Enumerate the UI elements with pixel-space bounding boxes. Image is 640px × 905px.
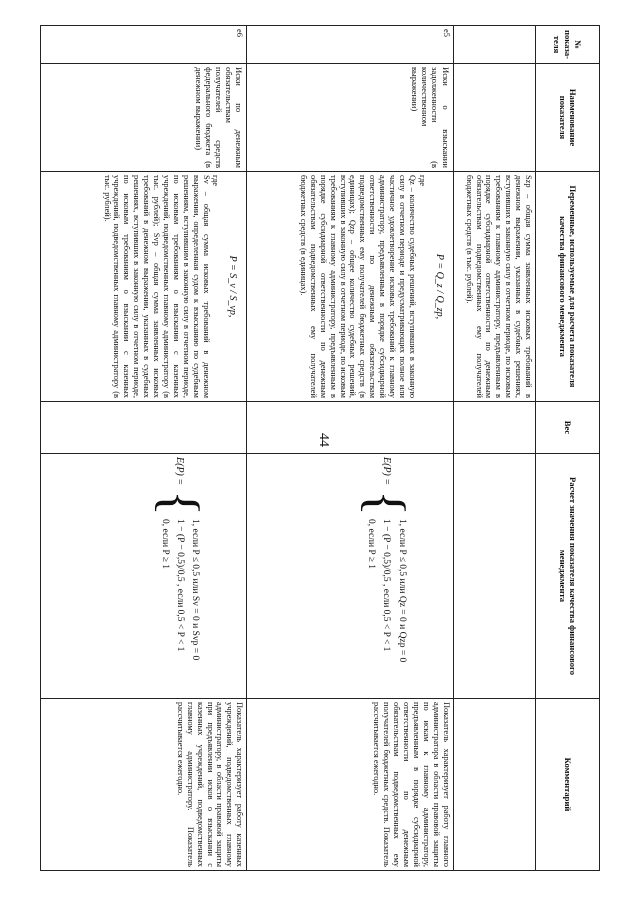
- calc-case: 0, если P ≥ 1: [366, 519, 377, 570]
- continued-vars: Szp – общая сумма заявленных исковых требований в денежном выражении, указанных в судебных решениях, вступивших в законную силу в отчетном периоде, по исковым требованиям к главному администратору, предъявленным в порядке субсидиарной ответственности по денежным обязательствам подведомственных ему получателей бюджетных средств (в тыс. рублей).: [453, 172, 536, 402]
- calc-case: 1, если P ≤ 0,5 или Sv = 0 и Svp = 0: [190, 519, 201, 661]
- row-number: e5: [247, 26, 453, 64]
- calc-case: 0, если P ≥ 1: [159, 519, 170, 570]
- row-formula: P = S_v / S_vp,: [227, 255, 239, 318]
- table-row: [41, 26, 247, 871]
- row-vars: [247, 172, 453, 402]
- calc-case: 1, если P ≤ 0,5 или Qz = 0 и Qzp = 0: [396, 519, 407, 663]
- header-comment: Комментарий: [536, 699, 600, 871]
- row-vars-text: Qz – количество судебных решений, вступивших в законную силу в отчетном периоде и предусматривающих полное или частичное удовлетворение исковых требований к главному администратору, предъявленным в порядке субсидиарной ответственности по денежным обязательствам подведомственных ему получателей бюджетных средств (в единицах); Qzp – общее количество судебных решений, вступивших в законную силу в отчетном периоде, по исковым требованиям к главному администратору, предъявленным в порядке субсидиарной ответственности по денежным обязательствам подведомственных ему получателей бюджетных средств (в единицах).: [298, 175, 417, 398]
- row-calc: [41, 454, 247, 699]
- indicator-table: [40, 25, 600, 871]
- row-number: e6: [41, 26, 247, 64]
- row-comment: Показатель характеризует работу главного администратора в области правовой защиты по искам к главному администратору, предъявленным в порядке субсидиарной ответственности по денежным обязательствам подведомственных ему получателей бюджетных средств. Показатель рассчитывается ежегодно.: [247, 699, 453, 871]
- row-weight: [247, 402, 453, 454]
- row-vars: [41, 172, 247, 402]
- brace-icon: {: [149, 490, 210, 517]
- row-where: где: [417, 175, 427, 186]
- calc-lhs: E(P) =: [380, 457, 392, 486]
- header-vars: Переменные, используемые для расчета показателя качества финансового менеджмента: [536, 172, 600, 402]
- row-where: где: [211, 175, 221, 186]
- row-formula: P = Q_z / Q_zp,: [433, 253, 445, 320]
- row-vars-text: Sv – общая сумма исковых требований в денежном выражении, определенная судом к взысканию по судебным решениям, вступившим в законную силу в отчетном периоде, по исковым требованиям о взыскании с казенных учреждений, подведомственных главному администратору (в тыс. рублей); Svp – общая сумма заявленных исковых требований в денежном выражении, указанных в судебных решениях, вступивших в законную силу в отчетном периоде, по исковым требованиям о взыскании с казенных учреждений, подведомственных главному администратору (в тыс. рублей).: [102, 175, 211, 398]
- calc-case: 1 − (P − 0,5)/0,5 , если 0,5 < P < 1: [175, 519, 186, 652]
- header-name: Наименование показателя: [536, 64, 600, 172]
- rotated-table-wrapper: [40, 25, 600, 870]
- row-name: Иски о взыскании задолженности (в количественном выражении): [247, 64, 453, 172]
- header-calc: Расчет значения показателя качества финансового менеджмента: [536, 454, 600, 699]
- header-num: № показа-теля: [536, 26, 600, 64]
- table-row: [247, 26, 453, 871]
- table-row-continued: [453, 26, 536, 871]
- row-calc: [247, 454, 453, 699]
- row-weight: [41, 402, 247, 454]
- header-row: [536, 26, 600, 871]
- calc-case: 1 − (P − 0,5)/0,5 , если 0,5 < P < 1: [381, 519, 392, 652]
- page-number: 44: [316, 433, 331, 447]
- brace-icon: {: [356, 490, 417, 517]
- row-comment: Показатель характеризует работу казенных учреждений, подведомственных главному администратору, в области правовой защиты при предъявлении исков о взыскании с казенных учреждений, подведомственных главному администратору. Показатель рассчитывается ежегодно.: [41, 699, 247, 871]
- row-name: Иски по денежным обязательствам получателей средств федерального бюджета (в денежном выражении): [41, 64, 247, 172]
- calc-lhs: E(P) =: [174, 457, 186, 486]
- header-weight: Вес: [536, 402, 600, 454]
